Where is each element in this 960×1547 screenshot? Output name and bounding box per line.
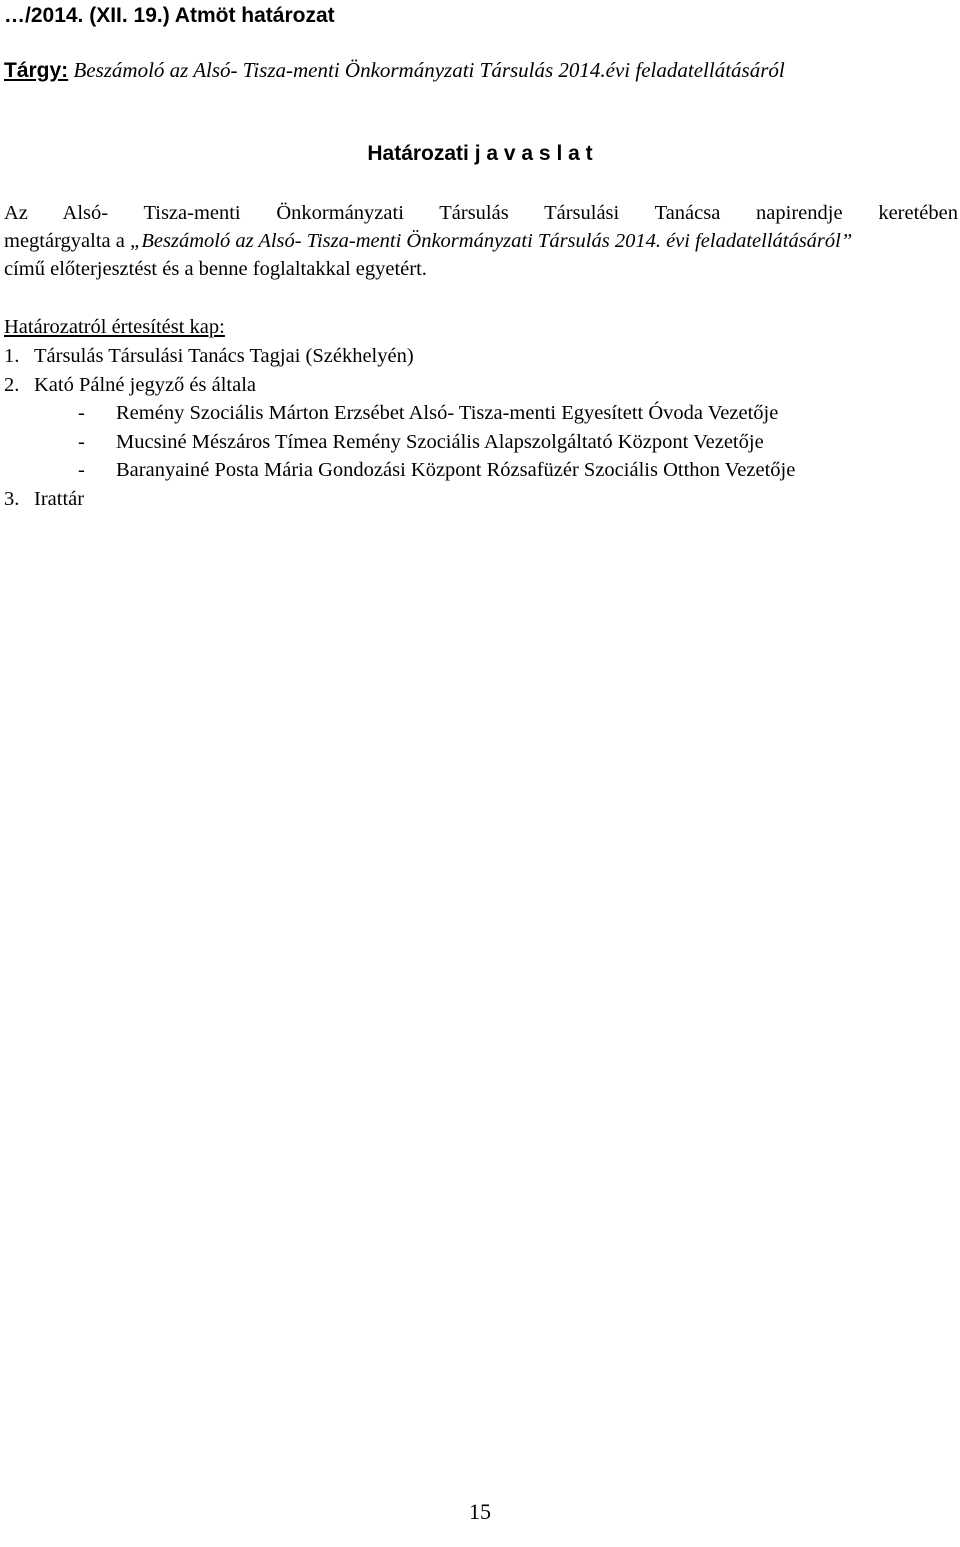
resolution-heading: …/2014. (XII. 19.) Atmöt határozat [4, 4, 335, 27]
body-line-2 [4, 227, 958, 255]
list-item-text: Társulás Társulási Tanács Tagjai (Székhelyén) [34, 345, 414, 367]
body-line-3: című előterjesztést és a benne foglaltakkal egyetért. [4, 258, 427, 280]
list-item [4, 485, 795, 514]
subject-line [4, 58, 785, 83]
notify-title: Határozatról értesítést kap: [4, 316, 225, 338]
list-item-number: 3. [4, 487, 20, 510]
sub-list-item [4, 456, 795, 485]
sub-list-item [4, 399, 795, 428]
sub-list-dash: - [78, 430, 85, 453]
list-item [4, 342, 795, 371]
subject-text: Beszámoló az Alsó- Tisza-menti Önkormányzati Társulás 2014.évi feladatellátásáról [73, 58, 785, 82]
proposal-title: Határozati j a v a s l a t [367, 142, 593, 165]
subject-label: Tárgy: [4, 59, 69, 82]
sub-list-text: Baranyainé Posta Mária Gondozási Központ Rózsafüzér Szociális Otthon Vezetője [116, 459, 796, 481]
sub-list-text: Mucsiné Mészáros Tímea Remény Szociális Alapszolgáltató Központ Vezetője [116, 430, 764, 453]
list-item-number: 2. [4, 373, 20, 396]
body-line-1: Az Alsó- Tisza-menti Önkormányzati Társulás Társulási Tanácsa napirendje keretében [4, 202, 958, 224]
body-line-2-italic: „Beszámoló az Alsó- Tisza-menti Önkormányzati Társulás 2014. évi feladatellátásáról” [129, 230, 853, 252]
list-item [4, 371, 795, 400]
page-number: 15 [469, 1499, 491, 1524]
list-item-text: Kató Pálné jegyző és általa [34, 373, 256, 396]
list-item-text: Irattár [34, 487, 85, 510]
sub-list-text: Remény Szociális Márton Erzsébet Alsó- Tisza-menti Egyesített Óvoda Vezetője [116, 402, 779, 424]
resolution-body [4, 199, 958, 283]
body-line-2-prefix: megtárgyalta a [4, 230, 130, 252]
sub-list-item [4, 428, 795, 457]
notify-list [4, 342, 795, 513]
list-item-number: 1. [4, 345, 20, 367]
sub-list-dash: - [78, 459, 85, 481]
sub-list-dash: - [78, 402, 85, 424]
